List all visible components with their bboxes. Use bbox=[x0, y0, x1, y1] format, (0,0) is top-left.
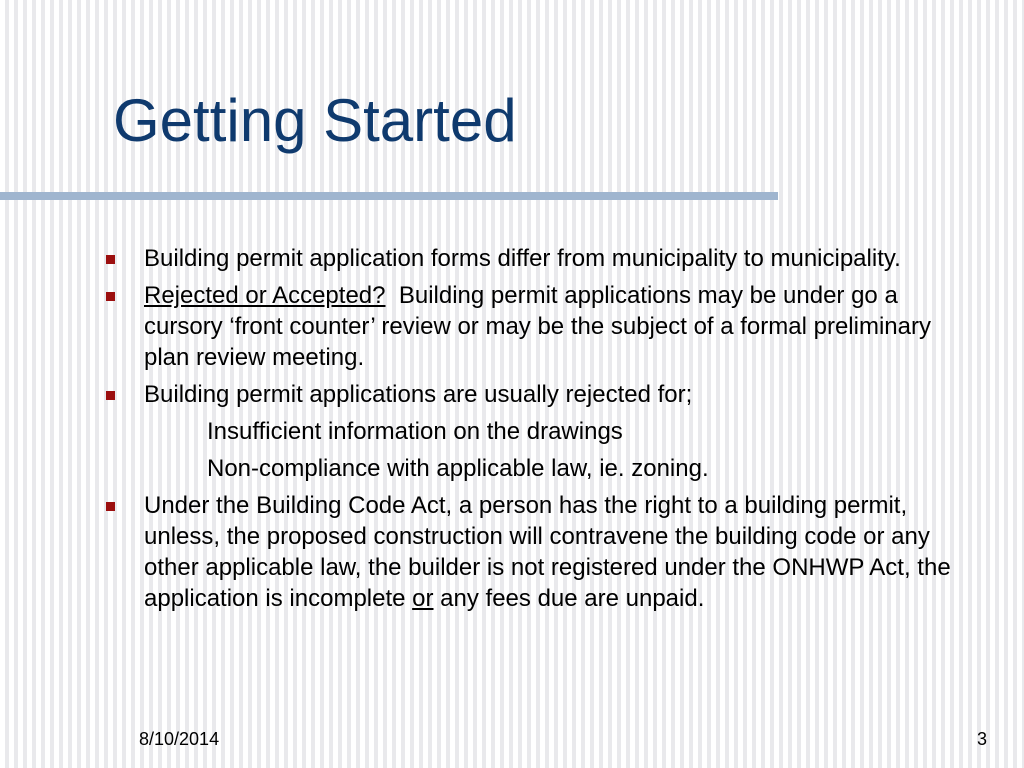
square-bullet-icon bbox=[106, 255, 115, 264]
bullet-text: Building permit applications may be under go a cursory ‘front counter’ review or may be the subject of a formal preliminary plan review meeting. bbox=[144, 282, 938, 371]
bullet-lead-underlined: Rejected or Accepted? bbox=[144, 282, 386, 309]
footer-date: 8/10/2014 bbox=[139, 729, 220, 749]
bullet-text: Under the Building Code Act, a person has the right to a building permit, unless, the proposed construction will contravene the building code or any other applicable law, the builder is not registered under the ONHWP Act, the application is incomplete bbox=[144, 492, 951, 612]
slide-body bbox=[103, 243, 973, 620]
square-bullet-icon bbox=[106, 292, 115, 301]
sub-item-2: Non-compliance with applicable law, ie. zoning. bbox=[207, 455, 709, 482]
bullet-item-2 bbox=[103, 280, 973, 373]
bullet-underlined-word: or bbox=[412, 585, 434, 612]
square-bullet-icon bbox=[106, 391, 115, 400]
bullet-item-1 bbox=[103, 243, 973, 274]
sub-item-1: Insufficient information on the drawings bbox=[207, 418, 623, 445]
bullet-item-3 bbox=[103, 379, 973, 410]
bullet-text-tail: any fees due are unpaid. bbox=[433, 585, 705, 612]
bullet-item-4 bbox=[103, 490, 973, 614]
square-bullet-icon bbox=[106, 502, 115, 511]
bullet-text: Building permit applications are usually rejected for; bbox=[144, 381, 693, 408]
title-underline-rule bbox=[0, 192, 778, 200]
slide-title: Getting Started bbox=[113, 87, 517, 154]
bullet-text: Building permit application forms differ from municipality to municipality. bbox=[144, 245, 901, 272]
slide-number: 3 bbox=[977, 729, 988, 749]
